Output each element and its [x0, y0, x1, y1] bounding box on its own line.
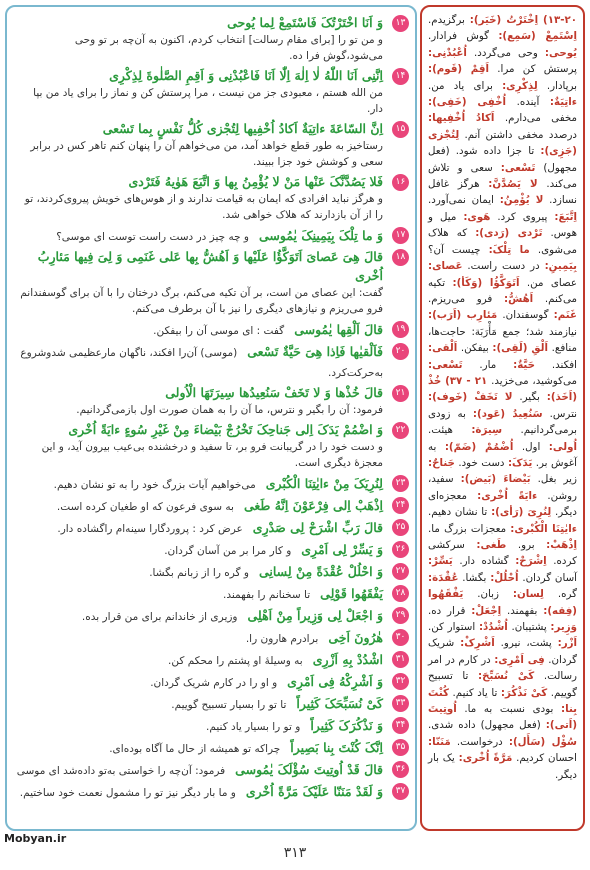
verse-row [15, 561, 409, 581]
verse-number-badge: ۳۱ [392, 651, 409, 668]
verse-translation: و او را در کارم شریک گردان. [150, 677, 278, 689]
glossary-term: لا یُؤْمِنُ: [499, 194, 544, 207]
verse-arabic-text: وَ احْلُلْ عُقْدَةً مِنْ لِسانِی [258, 564, 383, 579]
glossary-definition: عصای من. [526, 276, 577, 289]
glossary-definition: به آغوش بر. [428, 440, 577, 469]
verse-translation: و دست خود را در گریبانت فرو بر، تا سفید و درخشنده بی‌عیب بیرون آید، و این معجزهٔ دیگری است. [41, 441, 383, 469]
glossary-definition: پیروی کرد. [497, 210, 548, 223]
verse-row [15, 605, 409, 625]
verse-number-badge: ۱۴ [392, 68, 409, 85]
glossary-term: بَیْضاءَ (بَیض): [460, 473, 531, 486]
glossary-term: مَرَّةً اُخْری: [458, 752, 513, 765]
verse-number-badge: ۱۶ [392, 174, 409, 191]
glossary-definition: درصدد مخفی داشتن آنم. [464, 128, 577, 141]
verse-translation: من الله هستم ، معبودی جز من نیست ، مرا پرستش کن و نماز را برای یاد من بپا دار. [33, 87, 383, 115]
verse-arabic-text: کَیْ نُسَبِّحَکَ کَثِیراً [296, 696, 383, 711]
glossary-term: کَیْ نَذْکُرَ: [500, 686, 548, 699]
glossary-term: غَنَم: [553, 309, 577, 322]
verses-list [15, 13, 409, 803]
verse-arabic-text: فَاَلْقیٰها فَاِذا هِیَ حَیَّةٌ تَسْعی [247, 344, 383, 359]
glossary-term: اِسْتَمِعْ (سَمِع): [498, 30, 577, 43]
glossary-term: تَسْعی: [428, 358, 463, 371]
glossary-term: ما تِلْکَ: [488, 243, 530, 256]
glossary-definition: پشتیبان. [511, 621, 547, 634]
glossary-term: حَیَّةٌ: [513, 358, 535, 371]
glossary-term: تَسْعی: [500, 161, 536, 174]
glossary-definition: نترس. [549, 407, 578, 420]
verse-number-badge: ۳۰ [392, 629, 409, 646]
glossary-definition: گوسفندان. [502, 309, 549, 322]
glossary-definition: زیر بغل. [537, 473, 577, 486]
glossary-term: اُعْبُدْنِی: [428, 46, 467, 59]
verse-number-badge: ۳۴ [392, 717, 409, 734]
verse-row [15, 66, 409, 117]
verse-number-badge: ۳۷ [392, 783, 409, 800]
verse-row [15, 649, 409, 669]
glossary-definition: بگشا. [462, 571, 487, 584]
glossary-term: کَیْ نُسَبِّحَ: [478, 670, 535, 683]
glossary-term: اِتَّبَعَ: [554, 210, 577, 223]
glossary-term: سَنُعِیدُ (عَود): [472, 407, 543, 420]
verse-row [15, 495, 409, 515]
glossary-definition: تا جزا داده شود. (فعل مجهول) [428, 145, 577, 174]
glossary-term: سُؤْل (سَأَل): [508, 735, 577, 748]
verse-row [15, 172, 409, 223]
verse-row [15, 319, 409, 339]
glossary-range-2: ۲۱ - ۳۷) [445, 374, 488, 387]
verse-row [15, 420, 409, 471]
glossary-term: اَتَوَکَّؤُا (وَکَأ): [452, 276, 520, 289]
glossary-definition: بفهمند. [506, 604, 538, 617]
verse-row [15, 627, 409, 647]
glossary-definition: برپادار. [546, 79, 577, 92]
verse-translation: تا تو را بسیار تسبیح گوییم. [171, 699, 287, 711]
verse-translation: و چه چیز در دست راست توست ای موسی؟ [56, 231, 249, 243]
verse-row [15, 119, 409, 170]
verse-arabic-text: اشْدُدْ بِهِ اَزْرِی [312, 652, 383, 667]
glossary-definition: مخفی می‌دارم. [504, 112, 578, 125]
verse-arabic-text: یَفْقَهُوا قَوْلِی [320, 586, 383, 601]
verse-translation: (موسی) آن‌را افکند، ناگهان مارعظیمی شدوشروع به‌حرکت‌کرد. [20, 347, 383, 379]
page-number: ۳۱۳ [283, 845, 307, 861]
verse-translation: و هرگز نباید افرادی که ایمان به قیامت ندارند و از هوس‌های خویش پیروی‌کردند، تو را از آن بازدارند که هلاک خواهی شد. [24, 193, 383, 221]
glossary-term: لا یَصُدَّنَّ: [488, 178, 538, 191]
glossary-term: وَزِیر: [550, 621, 577, 634]
glossary-definition: افکند. [551, 358, 577, 371]
verse-arabic-text: وَ یَسِّرْ لِی اَمْرِی [301, 542, 383, 557]
glossary-definition: پرستش کن مرا. [497, 63, 577, 76]
verse-translation: گفت : ای موسی آن را بیفکن. [153, 325, 285, 337]
glossary-definition: دست خود. [458, 456, 505, 469]
glossary-definition: فرو می‌ریزم. [428, 292, 493, 305]
glossary-term: لِسان: [512, 588, 544, 601]
verse-arabic-text: قالَ اَلْقِها یٰمُوسی [294, 322, 383, 337]
verse-number-badge: ۱۹ [392, 321, 409, 338]
glossary-term: لِنُرِیَ (رَأی): [491, 506, 552, 519]
glossary-definition: وحی می‌گردد. [474, 46, 538, 59]
glossary-definition: برای یاد من. [428, 79, 493, 92]
glossary-definition: یک بار دیگر. [428, 752, 577, 781]
glossary-definition: تا تسبیح گوییم. [428, 670, 577, 699]
glossary-definition: چیست آن؟ [428, 243, 481, 256]
glossary-term: اُشْدُدْ: [478, 621, 508, 634]
glossary-definition: قرار ده. [428, 604, 466, 617]
glossary-term: مَئارِب (اَرَب): [428, 309, 498, 322]
verse-row [15, 383, 409, 418]
verse-number-badge: ۲۳ [392, 475, 409, 492]
glossary-term: اِخْتَرْتُ (خَیَر): [469, 14, 539, 26]
verse-arabic-text: قالَ خُذْها وَ لا تَخَفْ سَنُعِیدُها سِیرَتَهَا الْاُولی [165, 385, 383, 400]
glossary-definition: درخواست. [456, 735, 503, 748]
glossary-term: اَکادُ اُخْفِیها: [428, 112, 495, 125]
verse-number-badge: ۲۵ [392, 519, 409, 536]
glossary-term: اَهُشُّ: [503, 292, 534, 305]
verse-translation: و گره را از زبانم بگشا. [149, 567, 249, 579]
glossary-term: تَرْدی (رَدی): [475, 227, 543, 240]
glossary-term: اَلْقِ (لَقِی): [492, 342, 549, 355]
verse-translation: به وسیلهٔ او پشتم را محکم کن. [168, 655, 303, 667]
glossary-definition: گشاده دار. [459, 555, 509, 568]
glossary-definition: میل و هوس. [428, 210, 577, 240]
glossary-term: اِشْرَحْ: [515, 555, 547, 568]
glossary-definition: زبان. [477, 588, 499, 601]
verse-translation: وزیری از خاندانم برای من قرار بده. [81, 611, 238, 623]
glossary-definition: شریک گردان. [428, 637, 577, 666]
verse-translation: برادرم هارون را. [245, 633, 319, 645]
glossary-definition: سرکشی کرده. [428, 539, 577, 568]
glossary-term: اَقِمْ (قَوم): [428, 63, 489, 76]
glossary-term: اِذْهَبْ: [546, 539, 577, 551]
verse-arabic-text: وَ اَشْرِکْهُ فِی اَمْرِی [287, 674, 383, 689]
verse-number-badge: ۳۲ [392, 673, 409, 690]
glossary-definition: در کارم در امر رسالت. [428, 653, 577, 683]
verse-arabic-text: اِنَّنِی اَنَا اللّٰهُ لٰا اِلٰهَ اِلّٰا اَنَا فَاعْبُدْنِی وَ اَقِمِ الصَّلٰوةَ لِذِکْرِی [109, 68, 383, 83]
verse-translation: چراکه تو همیشه از حال ما آگاه بوده‌ای. [109, 743, 281, 755]
glossary-definition: برو. [517, 539, 535, 551]
glossary-term: عَصای: [428, 260, 463, 273]
verse-number-badge: ۲۸ [392, 585, 409, 602]
glossary-definition: که هلاک می‌شوی. [428, 227, 578, 256]
verse-row [15, 583, 409, 603]
verse-row [15, 781, 409, 801]
verse-row [15, 517, 409, 537]
verse-arabic-text: اِذْهَبْ اِلی فِرْعَوْنَ اِنَّهُ طَغی [243, 498, 383, 513]
verse-number-badge: ۲۷ [392, 563, 409, 580]
glossary-text [428, 12, 577, 783]
glossary-definition: هیئت. [428, 424, 453, 437]
glossary-definition: نیازمند شد؛ جمع مَأْرَبَة: حاجت‌ها، منافع. [428, 325, 577, 355]
source-label[interactable]: Mobyan.ir [4, 832, 67, 845]
glossary-definition: ایمان نمی‌آورد. [428, 194, 494, 207]
glossary-definition: بودی نسبت به ما. [464, 703, 554, 716]
glossary-definition: به زودی برمی‌گردانیم. [428, 407, 578, 437]
verse-arabic-text: وَ نَذْکُرَکَ کَثِیراً [310, 718, 383, 733]
glossary-term: اَشْرِکْ: [460, 637, 495, 650]
verse-row [15, 693, 409, 713]
verse-translation: عرض کرد : پروردگارا سینه‌ام راگشاده دار. [57, 523, 243, 535]
glossary-term: اُولی: [548, 440, 577, 453]
verse-number-badge: ۱۵ [392, 121, 409, 138]
glossary-term: لِتُجْزی (جَزِی): [428, 128, 577, 158]
verse-number-badge: ۳۳ [392, 695, 409, 712]
verse-row [15, 247, 409, 317]
verse-number-badge: ۲۶ [392, 541, 409, 558]
glossary-definition: سعی و تلاش می‌کند. [428, 161, 577, 191]
glossary-term: ءایٰتِنَا الْکُبْری: [510, 522, 577, 535]
verse-arabic-text: فَلا یَصُدَّنَّکَ عَنْها مَنْ لا یُؤْمِنُ بِها وَ اتَّبَعَ هَوٰیهُ فَتَرْدی [128, 174, 383, 189]
glossary-term: اِجْعَلْ: [471, 604, 502, 617]
verse-arabic-text: قالَ قَدْ اُوتِیتَ سُؤْلَکَ یٰمُوسی [235, 762, 383, 777]
verse-row [15, 671, 409, 691]
glossary-panel [420, 5, 585, 831]
glossary-term: یَدَکَ: [507, 456, 533, 469]
glossary-definition: می‌کوشید، می‌خزید. [491, 374, 577, 387]
verse-translation: رستاخیز به طور قطع خواهد آمد، من می‌خواهم آن را پنهان کنم تاهر کس در برابر سعی و کوشش خود جزا ببیند. [30, 140, 383, 168]
glossary-definition: گره. [557, 588, 577, 601]
verse-translation: تا سخنانم را بفهمند. [223, 589, 311, 601]
verse-row [15, 13, 409, 64]
verse-translation: فرمود: آن‌چه را خواستی به‌تو داده‌شد ای موسی [16, 765, 226, 777]
glossary-term: یَسِّرْ: [428, 555, 453, 568]
glossary-term: هَوی: [463, 210, 491, 223]
verse-row [15, 225, 409, 245]
glossary-term: طَغی: [476, 539, 507, 551]
glossary-definition: تکیه می‌کنم. [428, 276, 577, 305]
verse-translation: و ما بار دیگر نیز تو را مشمول نعمت خود ساختیم. [19, 787, 236, 799]
glossary-term: خُذْ (اَخَذ): [428, 374, 578, 404]
glossary-term: مَنَنّا: [428, 735, 451, 748]
verse-number-badge: ۲۴ [392, 497, 409, 514]
glossary-definition: پشت، نیرو. [500, 637, 552, 650]
verse-number-badge: ۲۰ [392, 343, 409, 360]
glossary-definition: در دست راست. [467, 260, 540, 273]
verse-arabic-text: قالَ رَبِّ اشْرَحْ لِی صَدْرِی [252, 520, 383, 535]
verse-number-badge: ۱۳ [392, 15, 409, 32]
glossary-term: لِذِکْرِی: [502, 79, 538, 92]
glossary-term: لا تَخَفْ (خَوف): [428, 391, 513, 404]
verse-row [15, 715, 409, 735]
glossary-term: اُوتِیتَ (اَتی): [428, 703, 577, 732]
glossary-term: اُحْلُلْ: [490, 571, 519, 584]
verse-row [15, 341, 409, 381]
glossary-term: اَلْقی: [428, 342, 458, 355]
verse-translation: فرمود: آن را بگیر و نترس، ما آن را به همان صورت اول بازمی‌گردانیم. [76, 404, 383, 416]
glossary-term: یَفْقَهُوا (فِقه): [428, 588, 577, 617]
glossary-term: اُضْمُمْ (ضَمّ): [444, 440, 514, 453]
verse-arabic-text: وَ لَقَدْ مَنَنّا عَلَیْکَ مَرَّةً اُخْری [245, 784, 383, 799]
glossary-term: سِیرَة: [471, 424, 503, 437]
verse-number-badge: ۲۱ [392, 385, 409, 402]
glossary-definition: استوار کن. [428, 621, 476, 634]
verse-translation: گفت: این عصای من است، بر آن تکیه می‌کنم، برگ درختان را با آن برای گوسفندانم فرو می‌ریزم و نیازهای دیگری را نیز با آن برطرف می‌کنم. [20, 287, 383, 315]
verse-translation: و کار مرا بر من آسان گردان. [164, 545, 292, 557]
glossary-definition: سفید، روشن. [428, 473, 577, 502]
verse-arabic-text: وَ اجْعَلْ لِی وَزِیراً مِنْ اَهْلِی [247, 608, 383, 623]
verse-number-badge: ۲۲ [392, 422, 409, 439]
verse-number-badge: ۱۸ [392, 249, 409, 266]
glossary-term: اُخْفِی (خَفِی): [428, 96, 507, 109]
verse-translation: می‌خواهیم آیات بزرگ خود را به تو نشان دهیم. [53, 479, 256, 491]
verse-row [15, 473, 409, 493]
glossary-definition: (فعل مجهول) داده شدی. [428, 719, 541, 732]
glossary-definition: اول. [521, 440, 541, 453]
verse-number-badge: ۳۵ [392, 739, 409, 756]
verse-arabic-text: وَ ما تِلْکَ بِیَمِینِکَ یٰمُوسی [258, 228, 383, 243]
glossary-definition: آینده. [516, 96, 540, 109]
verse-arabic-text: قالَ هِیَ عَصایَ اَتَوَکَّؤُا عَلَیْها وَ اَهُشُّ بِها عَلی غَنَمِی وَ لِیَ فِیها مَئارِبُ اُخْری [37, 249, 383, 283]
glossary-definition: معجزه‌ای دیگر. [428, 489, 577, 519]
glossary-definition: مار. [479, 358, 497, 371]
verse-row [15, 737, 409, 757]
glossary-definition: تا نشان دهیم. [428, 506, 488, 519]
glossary-definition: هرگز غافل نسازد. [428, 178, 577, 207]
verse-number-badge: ۳۶ [392, 761, 409, 778]
glossary-term: جَناحٌ: [428, 456, 455, 469]
verse-arabic-text: هٰرُونَ اَخِی [328, 630, 383, 645]
verse-arabic-text: اِنَّ السّاعَةَ ءاتِیَةٌ اَکادُ اُخْفِیها لِتُجْزی کُلُّ نَفْسٍ بِما تَسْعی [102, 121, 383, 136]
glossary-definition: بگیر. [519, 391, 540, 404]
glossary-definition: تا یاد کنیم. [452, 686, 498, 699]
glossary-term: یُوحی: [544, 46, 578, 59]
verse-translation: و من تو را [برای مقام رسالت] انتخاب کردم، اکنون به آن‌چه بر تو وحی می‌شود،گوش فرا ده. [74, 34, 383, 62]
verse-arabic-text: اِنَّکَ کُنْتَ بِنا بَصِیراً [290, 740, 383, 755]
glossary-term: کُنْتَ بِنا: [428, 686, 577, 716]
glossary-term: ءاتِیَةٌ: [549, 96, 577, 109]
glossary-definition: احسان کردیم. [516, 752, 577, 765]
verses-panel [5, 5, 417, 831]
verse-translation: به سوی فرعون که او طغیان کرده است. [56, 501, 234, 513]
glossary-term: عُقْدَة: [428, 571, 459, 584]
verse-row [15, 539, 409, 559]
verse-number-badge: ۱۷ [392, 227, 409, 244]
glossary-definition: گوش فرادار. [428, 30, 490, 43]
glossary-definition: آسان گردان. [522, 571, 578, 584]
glossary-term: بِیَمِینِ: [544, 260, 577, 273]
glossary-term: فِی اَمْرِی: [494, 653, 545, 666]
verse-translation: و تو را بسیار یاد کنیم. [206, 721, 301, 733]
glossary-term: ءایَةً اُخْری: [477, 489, 538, 502]
glossary-term: اَزْر: [557, 637, 578, 650]
verse-arabic-text: وَ اَنَا اخْتَرْتُکَ فَاسْتَمِعْ لِما یُوحی [227, 15, 383, 30]
glossary-range-1: ۱۳-۲۰) [543, 14, 578, 26]
glossary-definition: بیفکن. [460, 342, 489, 355]
verse-row [15, 759, 409, 779]
verse-number-badge: ۲۹ [392, 607, 409, 624]
glossary-definition: معجزات بزرگ ما. [428, 522, 507, 535]
glossary-definition: برگزیدم. [428, 14, 465, 26]
verse-arabic-text: وَ اضْمُمْ یَدَکَ اِلی جَناحِکَ تَخْرُجْ بَیْضاءَ مِنْ غَیْرِ سُوءٍ ءایَةً اُخْری [68, 422, 383, 437]
verse-arabic-text: لِنُرِیَکَ مِنْ ءایٰتِنَا الْکُبْری [265, 476, 383, 491]
